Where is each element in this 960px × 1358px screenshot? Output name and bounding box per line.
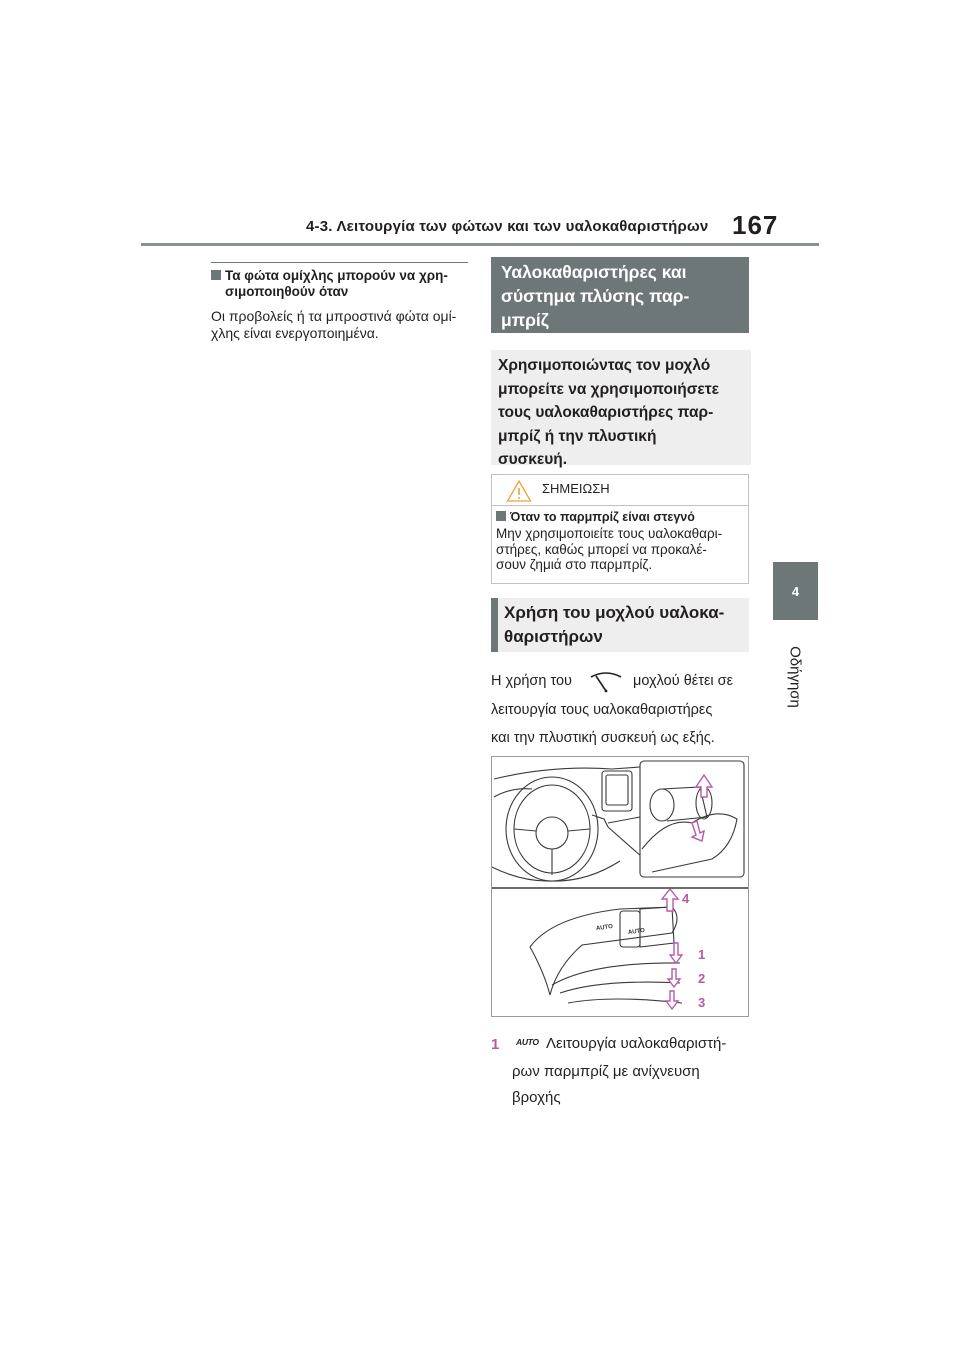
fog-heading-line1: Τα φώτα ομίχλης μπορούν να χρη- — [225, 268, 448, 283]
bullet-square-icon — [211, 270, 221, 280]
notice-heading — [496, 510, 695, 524]
lever-section-title — [491, 598, 749, 652]
intro-line1: Χρησιμοποιώντας τον μοχλό — [498, 357, 711, 374]
notice-divider — [492, 505, 748, 506]
warning-triangle-icon — [506, 479, 532, 503]
notice-body-line3: σουν ζημιά στο παρμπρίζ. — [496, 557, 653, 572]
lever-auto-label-2: AUTO — [627, 927, 646, 937]
notice-heading-text: Όταν το παρμπρίζ είναι στεγνό — [510, 510, 695, 524]
wipers-title-line1: Υαλοκαθαριστήρες και — [501, 262, 687, 282]
chapter-tab: 4 — [773, 562, 818, 620]
wiper-lever-illustration — [491, 756, 749, 1017]
callout-2: 2 — [698, 971, 706, 986]
list-item-line1: Λειτουργία υαλοκαθαριστή- — [546, 1035, 727, 1052]
wipers-intro-box — [491, 350, 751, 468]
illustration-drawing — [492, 757, 748, 1016]
wipers-section-title — [491, 257, 749, 333]
list-item-number: 1 — [491, 1036, 500, 1053]
wipers-title-line3: μπρίζ — [501, 310, 549, 330]
usage-line1a: Η χρήση του — [491, 673, 572, 689]
list-item-line3: βροχής — [512, 1089, 561, 1106]
running-header: 4-3. Λειτουργία των φώτων και των υαλοκαθαριστήρων — [306, 218, 709, 235]
notice-body — [496, 526, 744, 573]
left-column-divider — [211, 262, 468, 263]
fog-heading-line2: σιμοποιηθούν όταν — [225, 284, 349, 299]
chapter-label — [770, 632, 820, 722]
notice-label: ΣΗΜΕΙΩΣΗ — [542, 481, 610, 496]
callout-3: 3 — [698, 995, 706, 1010]
notice-box — [491, 474, 749, 584]
intro-line3: τους υαλοκαθαριστήρες παρ- — [498, 404, 714, 421]
wiper-icon — [588, 667, 624, 695]
fog-lights-heading — [211, 268, 471, 300]
fog-lights-body — [211, 308, 473, 342]
lever-title-line1: Χρήση του μοχλού υαλοκα- — [504, 603, 725, 622]
wipers-title-line2: σύστημα πλύσης παρ- — [501, 286, 690, 306]
bullet-square-icon — [496, 511, 506, 521]
lever-auto-label-1: AUTO — [595, 923, 614, 933]
notice-body-line1: Μην χρησιμοποιείτε τους υαλοκαθαρι- — [496, 526, 723, 541]
fog-body-line1: Οι προβολείς ή τα μπροστινά φώτα ομί- — [211, 308, 457, 324]
intro-line4: μπρίζ ή την πλυστική — [498, 427, 657, 445]
notice-body-line2: στήρες, καθώς μπορεί να προκαλέ- — [496, 541, 707, 557]
usage-line1b: μοχλού θέτει σε — [633, 673, 734, 689]
callout-1: 1 — [698, 947, 706, 962]
fog-body-line2: χλης είναι ενεργοποιημένα. — [211, 325, 379, 341]
list-item-line2: ρων παρμπρίζ με ανίχνευση — [512, 1063, 700, 1080]
page-number: 167 — [732, 210, 779, 240]
intro-line2: μπορείτε να χρησιμοποιήσετε — [498, 380, 719, 398]
intro-line5: συσκευή. — [498, 451, 568, 468]
usage-line2: λειτουργία τους υαλοκαθαριστήρες — [491, 702, 713, 718]
callout-4: 4 — [682, 891, 690, 906]
chapter-label-text: Οδήγηση — [786, 646, 804, 708]
header-divider — [141, 243, 819, 246]
lever-title-line2: θαριστήρων — [504, 627, 603, 646]
auto-icon: AUTO — [516, 1037, 539, 1047]
usage-line3: και την πλυστική συσκευή ως εξής. — [491, 730, 715, 746]
